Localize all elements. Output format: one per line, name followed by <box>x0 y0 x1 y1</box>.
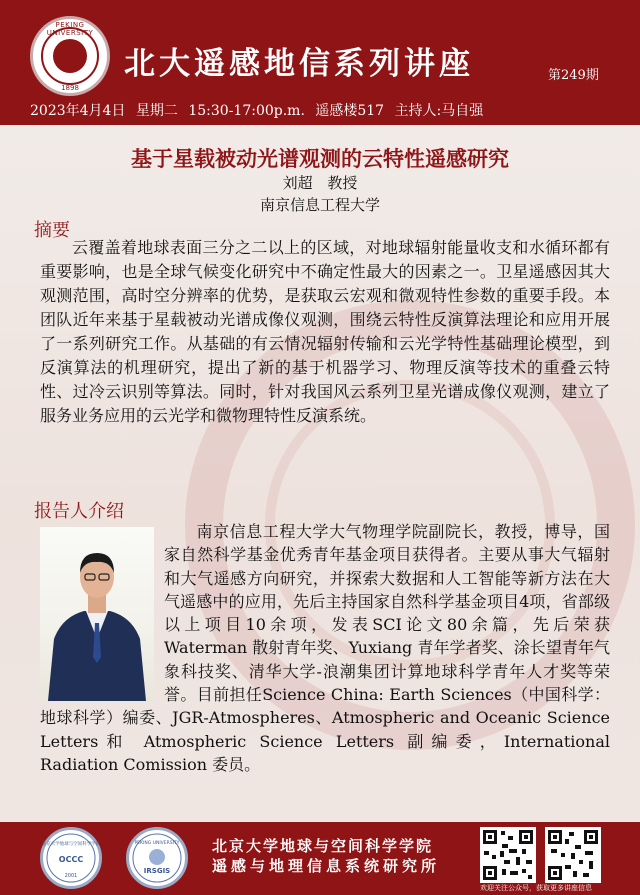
qr-code-icon <box>480 827 536 883</box>
school-badge-icon <box>43 830 99 886</box>
logo-year: 1898 <box>61 84 79 92</box>
badge1-caption: 北京大学地球与空间科学学院 <box>43 842 99 847</box>
bio-paragraph <box>40 520 610 776</box>
institute-badge <box>126 827 188 889</box>
series-title: 北大遥感地信系列讲座 <box>124 46 474 82</box>
badge1-mark: OCCC <box>58 855 84 864</box>
talk-title: 基于星载被动光谱观测的云特性遥感研究 <box>131 146 509 171</box>
event-meta: 2023年4月4日 星期二 15:30-17:00p.m. 遥感楼517 主持人:马自强 <box>30 103 484 119</box>
footer-note: 欢迎关注公众号，获取更多讲座信息 <box>480 884 592 892</box>
institution-line-2: 遥感与地理信息系统研究所 <box>212 857 441 875</box>
school-badge <box>40 827 102 889</box>
header-banner <box>0 0 640 125</box>
institute-badge-icon <box>129 830 185 886</box>
bio-text: 南京信息工程大学大气物理学院副院长，教授，博导，国家自然科学基金优秀青年基金项目获得者。主要从事大气辐射和大气遥感方向研究，并探索大数据和人工智能等新方法在大气遥感中的应用，先后主持国家自然科学基金项目4项，省部级以上项目10余项，发表SCI论文80余篇，先后荣获 Waterman 散射青年奖、Yuxiang 青年学者奖、涂长望青年气象科技奖、清华大学-浪潮集团计算地球科学青年人才奖等荣誉。目前担任Science China: Earth Sciences（中国科学：地球科学）编委、JGR-Atmospheres、Atmospheric and Oceanic Science Letters和 Atmospheric Science Letters 副编委，International Radiation Comission 委员。 <box>40 522 610 774</box>
logo-core <box>53 39 87 73</box>
badge2-caption: PEKING UNIVERSITY <box>134 841 180 846</box>
bio-heading: 报告人介绍 <box>34 501 124 522</box>
bio-photo-spacer <box>40 520 164 706</box>
abstract-heading: 摘要 <box>34 220 70 241</box>
badge1-year: 2001 <box>64 873 78 879</box>
qr-code-1[interactable] <box>480 827 536 883</box>
abstract-text: 云覆盖着地球表面三分之二以上的区域，对地球辐射能量收支和水循环都有重要影响，也是全球气候变化研究中不确定性最大的因素之一。卫星遥感因其大观测范围，高时空分辨率的优势，是获取云宏观和微观特性参数的重要手段。本团队近年来基于星载被动光谱成像仪观测，围绕云特性反演算法理论和应用开展了一系列研究工作。从基础的有云情况辐射传输和云光学特性基础理论模型，到反演算法的机理研究，提出了新的基于机器学习、物理反演等技术的重叠云特性、过冷云识别等算法。同时，针对我国风云系列卫星光谱成像仪观测，建立了服务业务应用的云光学和微物理特性反演系统。 <box>40 238 610 425</box>
logo-text: PEKING UNIVERSITY <box>46 21 94 37</box>
qr-code-2[interactable] <box>545 827 601 883</box>
peking-university-logo <box>30 16 110 96</box>
qr-code-icon <box>545 827 601 883</box>
institution-line-1: 北京大学地球与空间科学学院 <box>212 837 434 855</box>
speaker-name: 刘超 教授 <box>282 174 358 192</box>
badge2-mark: IRSGIS <box>143 867 171 875</box>
issue-number: 第249期 <box>548 68 599 83</box>
speaker-affiliation: 南京信息工程大学 <box>259 196 380 214</box>
